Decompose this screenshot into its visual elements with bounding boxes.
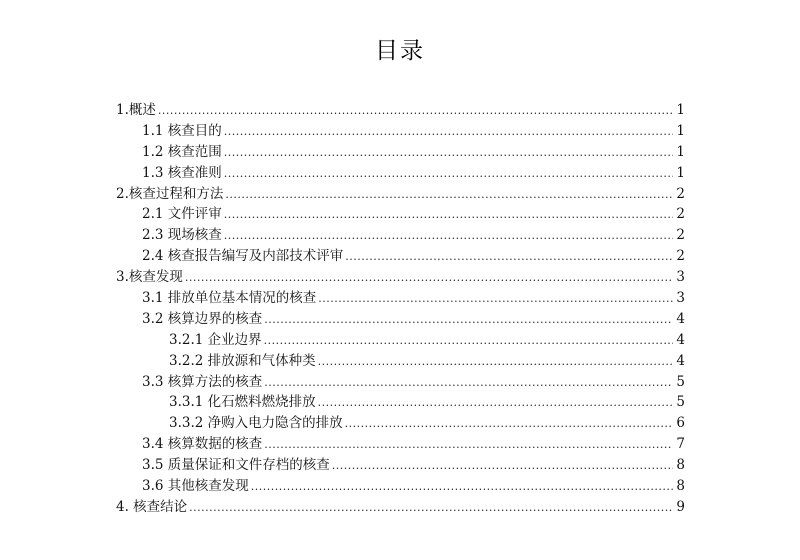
toc-entry[interactable] <box>0 455 800 476</box>
toc-entry[interactable] <box>0 497 800 518</box>
toc-entry-page-number: 2 <box>676 248 685 265</box>
toc-entry-page-number: 5 <box>676 373 685 390</box>
toc-entry[interactable] <box>0 163 800 184</box>
toc-entry-page-number: 9 <box>676 498 685 515</box>
toc-entry-title: 3.4 核算数据的核查 <box>142 436 263 453</box>
table-of-contents <box>0 100 800 518</box>
toc-entry-title: 2.3 现场核查 <box>142 227 222 244</box>
toc-entry-page-number: 2 <box>676 185 685 202</box>
toc-entry-page-number: 1 <box>676 164 685 181</box>
toc-entry[interactable] <box>0 142 800 163</box>
toc-entry-page-number: 2 <box>676 206 685 223</box>
toc-entry-title: 3.2.1 企业边界 <box>169 331 262 348</box>
toc-entry-title: 1.2 核查范围 <box>142 143 222 160</box>
toc-entry[interactable] <box>0 121 800 142</box>
toc-entry-title: 3.3 核算方法的核查 <box>142 373 263 390</box>
toc-entry[interactable] <box>0 476 800 497</box>
dot-leader <box>332 456 673 477</box>
toc-entry[interactable] <box>0 246 800 267</box>
toc-entry-title: 3.2 核算边界的核查 <box>142 310 263 327</box>
toc-entry[interactable] <box>0 434 800 455</box>
toc-entry[interactable] <box>0 100 800 121</box>
toc-entry[interactable] <box>0 184 800 205</box>
dot-leader <box>224 164 673 185</box>
toc-entry-page-number: 1 <box>676 102 685 118</box>
toc-entry-page-number: 8 <box>676 478 685 495</box>
toc-entry[interactable] <box>0 288 800 309</box>
dot-leader <box>264 331 673 352</box>
toc-entry-title: 3.5 质量保证和文件存档的核查 <box>142 457 330 474</box>
toc-entry-title: 1.概述 <box>116 102 156 118</box>
toc-entry-page-number: 4 <box>676 352 685 369</box>
toc-entry-page-number: 7 <box>676 436 685 453</box>
dot-leader <box>345 247 673 268</box>
toc-entry-page-number: 2 <box>676 227 685 244</box>
toc-entry-page-number: 5 <box>676 394 685 411</box>
dot-leader <box>189 498 673 519</box>
dot-leader <box>224 143 673 164</box>
toc-entry-page-number: 4 <box>676 331 685 348</box>
toc-entry[interactable] <box>0 225 800 246</box>
toc-entry-page-number: 1 <box>676 122 685 139</box>
dot-leader <box>251 477 673 498</box>
dot-leader <box>224 226 673 247</box>
toc-entry-title: 3.1 排放单位基本情况的核查 <box>142 290 317 307</box>
dot-leader <box>318 393 673 414</box>
dot-leader <box>318 352 673 373</box>
toc-entry-page-number: 4 <box>676 310 685 327</box>
toc-entry-page-number: 3 <box>676 290 685 307</box>
toc-entry[interactable] <box>0 204 800 225</box>
toc-entry[interactable] <box>0 413 800 434</box>
dot-leader <box>185 268 673 289</box>
dot-leader <box>318 289 673 310</box>
toc-entry-title: 1.1 核查目的 <box>142 122 222 139</box>
toc-entry-title: 2.核查过程和方法 <box>116 185 224 202</box>
toc-entry[interactable] <box>0 392 800 413</box>
dot-leader <box>264 435 673 456</box>
toc-entry-title: 3.核查发现 <box>116 269 183 286</box>
toc-entry[interactable] <box>0 372 800 393</box>
dot-leader <box>345 414 673 435</box>
toc-entry-page-number: 1 <box>676 143 685 160</box>
dot-leader <box>264 310 673 331</box>
dot-leader <box>158 101 673 122</box>
toc-entry[interactable] <box>0 330 800 351</box>
dot-leader <box>225 185 673 206</box>
toc-entry-title: 3.3.1 化石燃料燃烧排放 <box>169 394 316 411</box>
toc-entry-page-number: 3 <box>676 269 685 286</box>
toc-entry-title: 3.3.2 净购入电力隐含的排放 <box>169 415 343 432</box>
dot-leader <box>224 122 673 143</box>
toc-entry-title: 4. 核查结论 <box>116 498 188 515</box>
page-title: 目录 <box>375 38 425 64</box>
toc-entry[interactable] <box>0 267 800 288</box>
toc-entry-title: 3.6 其他核查发现 <box>142 478 249 495</box>
toc-entry[interactable] <box>0 309 800 330</box>
toc-entry-title: 3.2.2 排放源和气体种类 <box>169 352 316 369</box>
toc-entry-page-number: 8 <box>676 457 685 474</box>
toc-entry[interactable] <box>0 351 800 372</box>
toc-entry-page-number: 6 <box>676 415 685 432</box>
toc-entry-title: 2.4 核查报告编写及内部技术评审 <box>142 248 344 265</box>
dot-leader <box>224 205 673 226</box>
toc-entry-title: 1.3 核查准则 <box>142 164 222 181</box>
dot-leader <box>264 373 673 394</box>
toc-entry-title: 2.1 文件评审 <box>142 206 222 223</box>
